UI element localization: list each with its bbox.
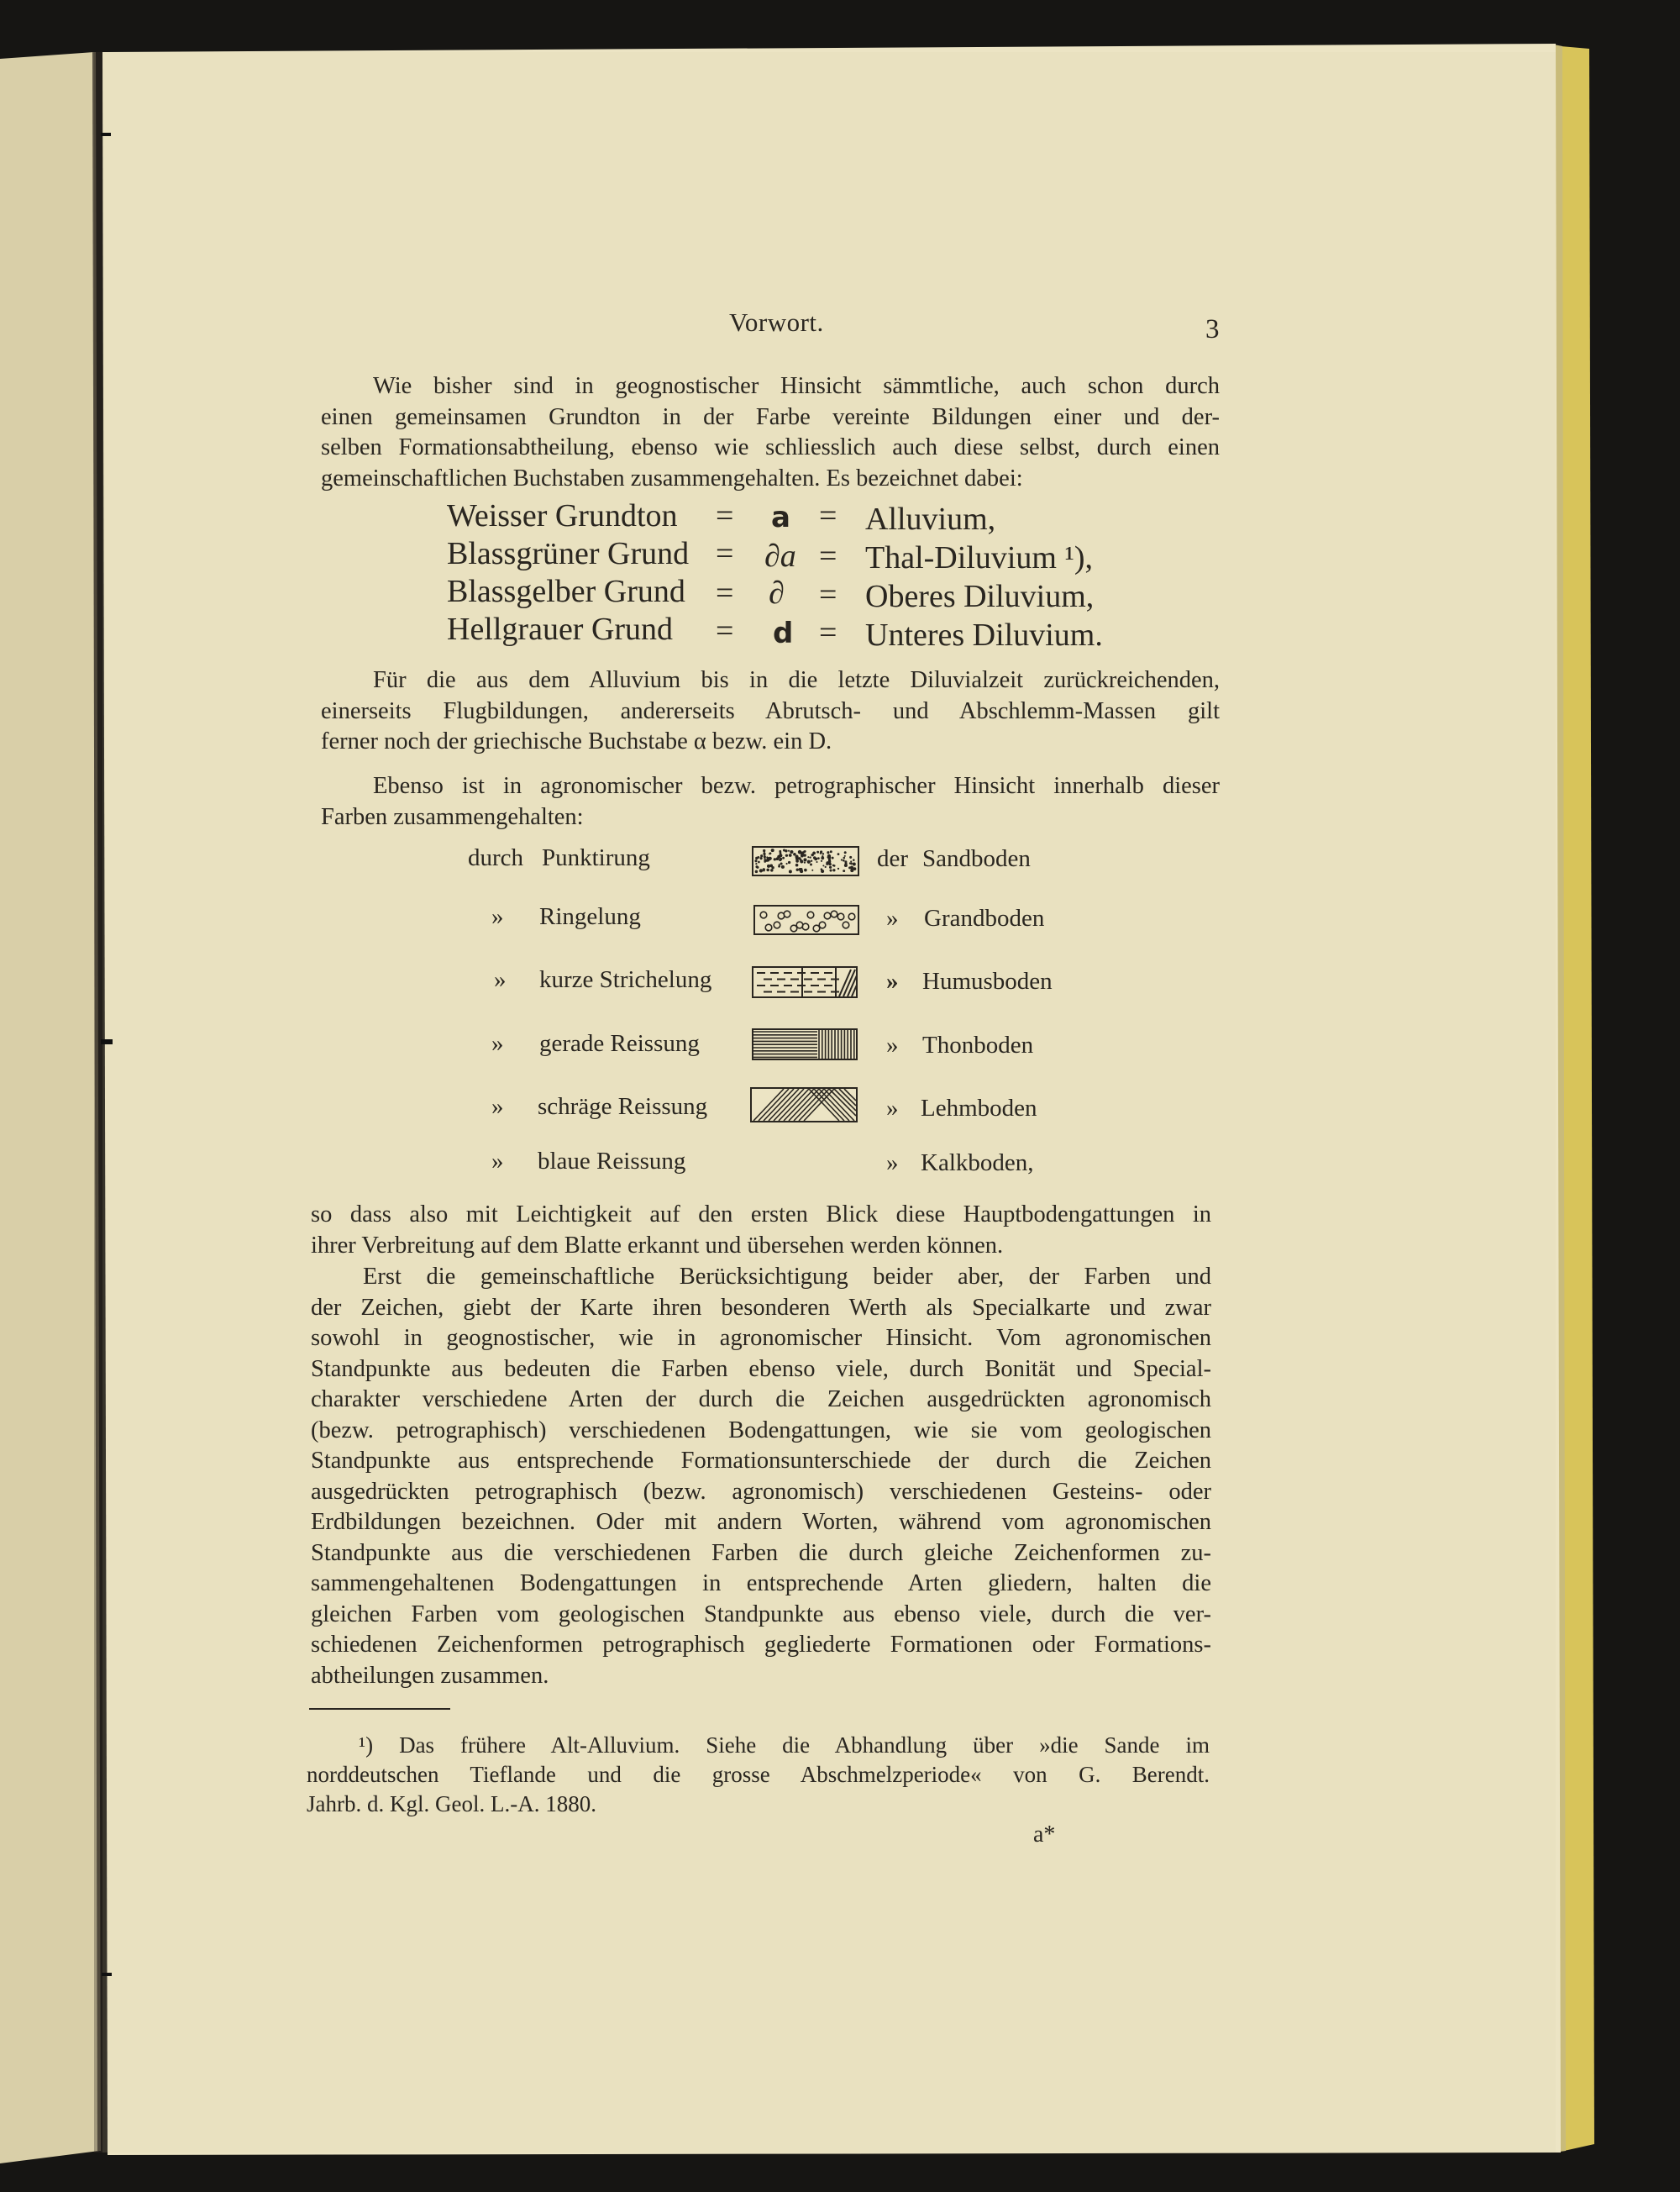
legend-prefix: durch	[468, 844, 524, 871]
dot-mark	[843, 870, 845, 872]
dot-mark	[822, 865, 824, 866]
legend-method: Punktirung	[542, 844, 650, 871]
dot-mark	[811, 854, 814, 856]
dot-mark	[811, 859, 812, 861]
dot-mark	[755, 863, 757, 865]
dot-mark	[804, 869, 807, 872]
footnote-line: norddeutschen Tieflande und die grosse Abschmelzperiode« von G. Berendt.	[307, 1762, 1210, 1787]
dot-mark	[801, 868, 802, 870]
legend-soil: Thonboden	[922, 1032, 1034, 1059]
equals-sign: =	[819, 539, 837, 574]
designation-meaning: Oberes Diluvium,	[865, 579, 1095, 614]
legend-prefix: »	[494, 966, 507, 993]
paragraph-hauptbodengattungen	[311, 1200, 1211, 1261]
dot-mark	[769, 857, 772, 860]
dot-mark	[811, 870, 813, 871]
para-line: der Zeichen, giebt der Karte ihren besonderen Werth als Specialkarte und zwar	[311, 1294, 1211, 1321]
dot-mark	[760, 854, 763, 857]
dot-mark	[780, 858, 782, 860]
dot-mark	[810, 864, 812, 866]
para-line: Für die aus dem Alluvium bis in die letzte Diluvialzeit zurückreichenden,	[373, 667, 1220, 693]
designation-meaning: Alluvium,	[865, 502, 996, 537]
footnote-line: ¹) Das frühere Alt-Alluvium. Siehe die Abhandlung über »die Sande im	[359, 1732, 1210, 1758]
dot-mark	[817, 857, 820, 859]
dot-mark	[825, 866, 827, 868]
dot-mark	[771, 866, 774, 869]
dot-mark	[790, 850, 793, 854]
legend-method: gerade Reissung	[539, 1030, 700, 1057]
para-line: Ebenso ist in agronomischer bezw. petrographischer Hinsicht innerhalb dieser	[373, 773, 1220, 799]
legend-prefix: »	[491, 903, 504, 930]
dot-mark	[774, 858, 776, 860]
dot-mark	[841, 859, 843, 860]
dot-mark	[777, 858, 779, 859]
designation-label: Blassgelber Grund	[447, 574, 685, 609]
footnote	[307, 1731, 1210, 1819]
dot-mark	[756, 866, 759, 869]
intro-paragraph	[321, 371, 1220, 494]
dot-mark	[830, 850, 832, 853]
dot-mark	[769, 852, 772, 854]
para-line: abtheilungen zusammen.	[311, 1662, 549, 1689]
dot-mark	[832, 865, 834, 866]
dot-mark	[779, 854, 782, 857]
dot-mark	[789, 870, 792, 873]
dot-mark	[780, 862, 783, 865]
legend-ditto: »	[886, 968, 899, 995]
legend-prefix: »	[491, 1030, 504, 1057]
dot-mark	[788, 861, 790, 864]
para-line: sowohl in geognostischer, wie in agronomischer Hinsicht. Vom agronomischen	[311, 1325, 1211, 1351]
paragraph-flug-abrutsch	[321, 665, 1220, 758]
dot-mark	[767, 865, 770, 868]
dot-mark	[782, 857, 785, 859]
legend-prefix: »	[491, 1148, 504, 1175]
para-line: Erst die gemeinschaftliche Berücksichtigung beider aber, der Farben und	[363, 1264, 1211, 1290]
dot-mark	[780, 852, 782, 854]
designation-label: Hellgrauer Grund	[447, 612, 674, 647]
equals-sign: =	[819, 498, 837, 534]
designation-meaning: Thal-Diluvium ¹),	[865, 540, 1094, 576]
dot-mark	[763, 870, 765, 872]
dot-mark	[821, 856, 824, 859]
para-line: Farben zusammengehalten:	[321, 803, 584, 830]
dot-mark	[809, 856, 811, 858]
dot-mark	[758, 861, 760, 864]
para-line: sammengehaltenen Bodengattungen in entsprechende Arten gliedern, halten die	[311, 1570, 1211, 1596]
para-line: Standpunkte aus entsprechende Formationsunterschiede der durch die Zeichen	[311, 1448, 1211, 1474]
dot-mark	[849, 862, 851, 864]
legend-soil: Kalkboden,	[921, 1149, 1034, 1176]
dot-mark	[755, 870, 759, 874]
equals-sign: =	[819, 615, 837, 650]
dot-mark	[844, 864, 848, 867]
dot-mark	[788, 850, 790, 852]
dot-mark	[804, 859, 806, 861]
page-number: 3	[1205, 314, 1220, 344]
dot-mark	[778, 865, 780, 868]
legend-prefix: »	[491, 1093, 504, 1120]
signature-mark: a*	[1033, 1821, 1056, 1848]
equals-sign: =	[716, 536, 734, 571]
legend-method: schräge Reissung	[538, 1093, 708, 1120]
dot-mark	[781, 865, 785, 869]
dot-mark	[789, 854, 792, 857]
dot-mark	[837, 853, 840, 855]
dot-mark	[813, 856, 816, 859]
dot-mark	[766, 856, 768, 858]
paragraph-farben-zeichen	[311, 1262, 1211, 1691]
intro-line: gemeinschaftlichen Buchstaben zusammengehalten. Es bezeichnet dabei:	[321, 465, 1023, 491]
dot-mark	[837, 868, 839, 870]
dot-mark	[844, 855, 846, 857]
pattern-swatch-oblique	[750, 1087, 858, 1122]
dot-mark	[771, 849, 774, 852]
dot-mark	[849, 856, 852, 859]
designation-symbol: ∂a	[764, 539, 796, 574]
designation-meaning: Unteres Diluvium.	[865, 618, 1103, 653]
dot-mark	[807, 860, 811, 864]
designation-label: Blassgrüner Grund	[447, 536, 690, 571]
para-line: Standpunkte aus bedeuten die Farben ebenso viele, durch Bonität und Special-	[311, 1355, 1211, 1382]
dot-mark	[853, 859, 855, 861]
legend-ditto: »	[886, 1149, 899, 1176]
pattern-swatch-rings	[753, 905, 859, 935]
dot-mark	[816, 851, 819, 854]
dot-mark	[820, 852, 822, 854]
para-line: gleichen Farben vom geologischen Standpunkte aus ebenso viele, durch die ver-	[311, 1601, 1211, 1627]
dot-mark	[759, 869, 763, 872]
pattern-swatch-straight	[752, 1028, 858, 1060]
footnote-rule	[309, 1708, 450, 1710]
para-line: Standpunkte aus die verschiedenen Farben die durch gleiche Zeichenformen zu-	[311, 1539, 1211, 1566]
para-line: charakter verschiedene Arten der durch die Zeichen ausgedrückten agronomisch	[311, 1386, 1211, 1412]
legend-method: Ringelung	[539, 903, 641, 930]
intro-line: einen gemeinsamen Grundton in der Farbe vereinte Bildungen einer und der-	[321, 403, 1220, 430]
dot-mark	[785, 854, 788, 857]
dot-mark	[803, 854, 806, 857]
dot-mark	[795, 857, 799, 860]
legend-method: blaue Reissung	[538, 1148, 686, 1175]
legend-soil: Grandboden	[924, 905, 1045, 932]
footnote-line: Jahrb. d. Kgl. Geol. L.-A. 1880.	[307, 1791, 596, 1816]
dot-mark	[786, 863, 788, 865]
legend-ditto: »	[886, 1032, 899, 1059]
running-head: Vorwort.	[729, 308, 824, 337]
dot-mark	[850, 866, 853, 870]
dot-mark	[843, 859, 845, 862]
dot-mark	[760, 857, 763, 859]
dot-mark	[783, 849, 785, 851]
dot-mark	[853, 864, 855, 865]
dot-mark	[804, 861, 806, 863]
intro-line: Wie bisher sind in geognostischer Hinsicht sämmtliche, auch schon durch	[373, 373, 1220, 399]
dot-mark	[844, 851, 847, 854]
legend-method: kurze Strichelung	[539, 966, 712, 993]
para-line: ihrer Verbreitung auf dem Blatte erkannt und übersehen werden können.	[311, 1232, 1004, 1259]
dot-mark	[821, 870, 824, 873]
dot-mark	[832, 857, 834, 859]
designation-symbol: a	[771, 501, 790, 534]
dot-mark	[827, 851, 829, 854]
dot-mark	[754, 859, 757, 862]
dot-mark	[829, 866, 832, 869]
dot-mark	[828, 860, 831, 863]
dot-mark	[764, 860, 766, 863]
legend-soil: Lehmboden	[921, 1095, 1037, 1122]
legend-ditto: »	[886, 905, 899, 932]
dot-mark	[827, 856, 828, 858]
pattern-swatch-dashes	[752, 966, 858, 998]
legend-ditto: der	[877, 845, 909, 872]
equals-sign: =	[716, 576, 734, 611]
dot-mark	[793, 853, 796, 856]
intro-line: selben Formationsabtheilung, ebenso wie schliesslich auch diese selbst, durch einen	[321, 434, 1220, 460]
para-line: ausgedrückten petrographisch (bezw. agronomisch) verschiedenen Gesteins- oder	[311, 1478, 1211, 1505]
dot-mark	[822, 853, 824, 854]
dot-mark	[766, 869, 769, 872]
dot-mark	[764, 854, 765, 855]
designation-label: Weisser Grundton	[447, 498, 678, 534]
dot-mark	[829, 869, 832, 871]
dot-mark	[764, 857, 765, 859]
dot-mark	[801, 854, 804, 858]
equals-sign: =	[716, 498, 734, 534]
equals-sign: =	[819, 577, 837, 612]
dot-mark	[821, 860, 822, 862]
dot-mark	[807, 856, 809, 858]
dot-mark	[850, 860, 852, 862]
paragraph-agronomic-intro	[321, 771, 1220, 833]
legend-soil: Humusboden	[922, 968, 1053, 995]
equals-sign: =	[716, 613, 734, 649]
para-line: (bezw. petrographisch) verschiedenen Bodengattungen, wie sie vom geologischen	[311, 1417, 1211, 1443]
designation-symbol: ∂	[769, 576, 785, 611]
dot-mark	[755, 857, 758, 859]
dot-mark	[800, 859, 803, 863]
para-line: ferner noch der griechische Buchstabe α bezw. ein D.	[321, 728, 832, 754]
dot-mark	[832, 869, 835, 871]
dot-mark	[803, 850, 806, 853]
dot-mark	[843, 857, 846, 859]
pattern-swatch-dots	[752, 846, 859, 876]
dot-mark	[796, 869, 799, 871]
para-line: Erdbildungen bezeichnen. Oder mit andern Worten, während vom agronomischen	[311, 1509, 1211, 1535]
legend-soil: Sandboden	[922, 845, 1031, 872]
dot-mark	[816, 861, 817, 863]
legend-ditto: »	[886, 1095, 899, 1122]
dot-mark	[795, 864, 799, 867]
para-line: schiedenen Zeichenformen petrographisch gegliederte Formationen oder Formations-	[311, 1632, 1211, 1658]
para-line: einerseits Flugbildungen, andererseits Abrutsch- und Abschlemm-Massen gilt	[321, 697, 1220, 724]
para-line: so dass also mit Leichtigkeit auf den ersten Blick diese Hauptbodengattungen in	[311, 1201, 1211, 1227]
dot-mark	[770, 869, 773, 871]
designation-symbol: d	[773, 617, 794, 650]
